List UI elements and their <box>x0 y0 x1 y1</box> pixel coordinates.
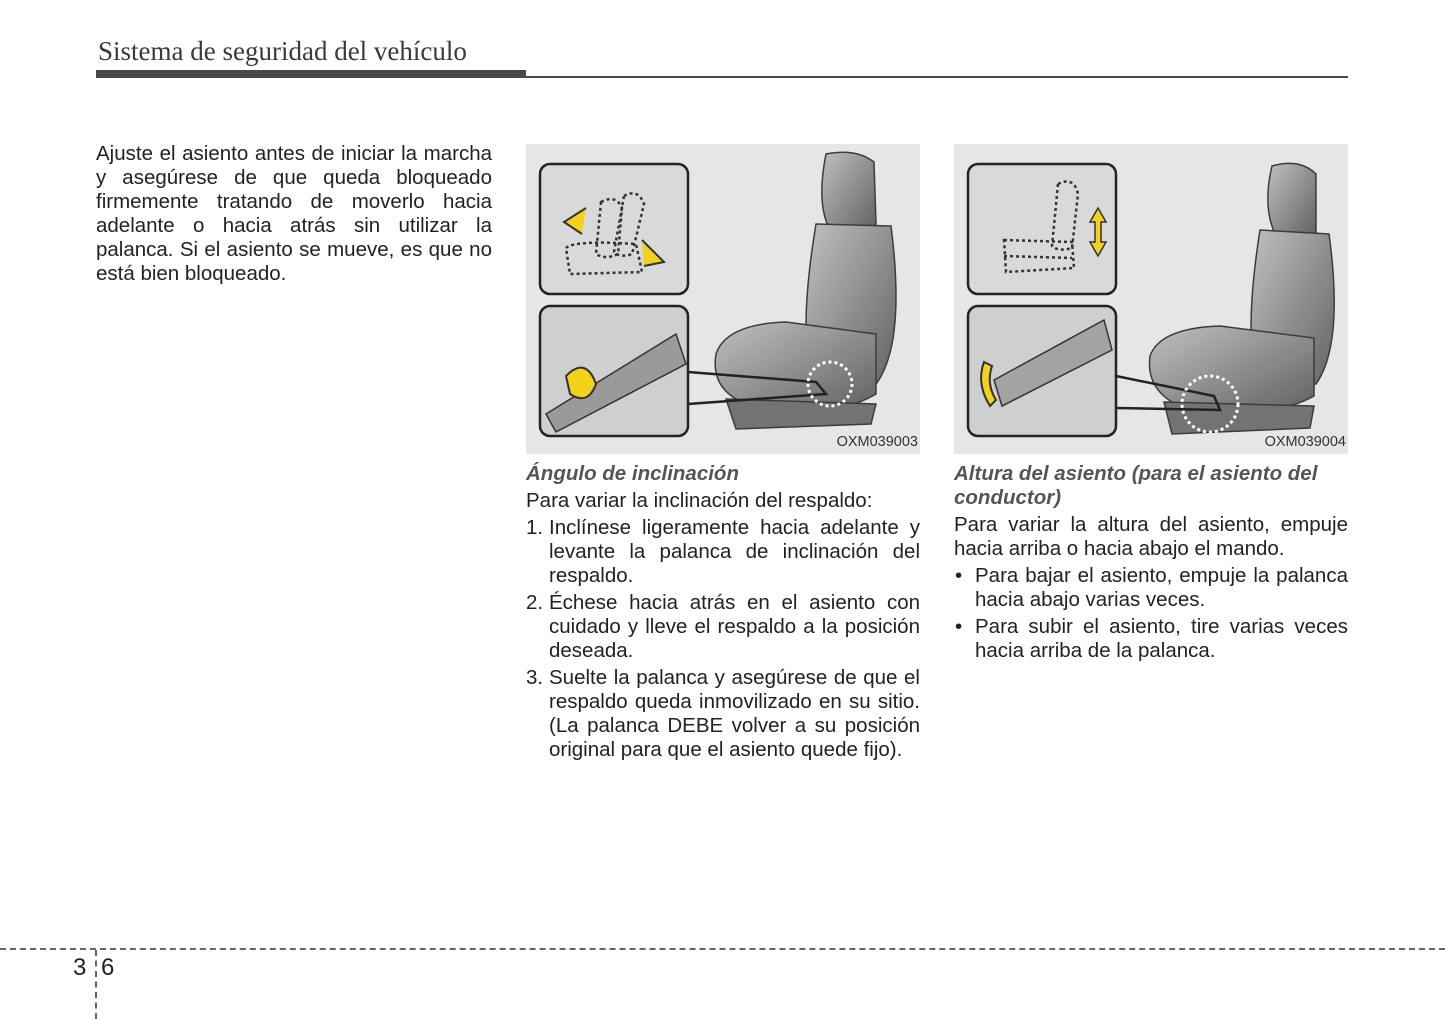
recline-steps <box>526 516 920 762</box>
height-bullet: • Para bajar el asiento, empuje la palanca hacia abajo varias veces. <box>954 564 1348 612</box>
height-section <box>954 462 1348 666</box>
header-rule-thin <box>526 76 1348 78</box>
recline-illustration <box>526 144 920 454</box>
recline-step <box>526 591 920 663</box>
recline-heading: Ángulo de inclinación <box>526 462 739 485</box>
step-number: 1. <box>526 516 544 539</box>
footer-dashed-divider <box>95 950 97 1019</box>
height-bullets <box>954 564 1348 663</box>
footer-dashed-rule <box>0 948 1445 950</box>
recline-intro: Para variar la inclinación del respaldo: <box>526 489 873 512</box>
height-heading: Altura del asiento (para el asiento del conductor) <box>954 462 1318 509</box>
figure-code: OXM039004 <box>1264 434 1346 450</box>
height-illustration <box>954 144 1348 454</box>
header-rule-thick <box>96 70 526 78</box>
figure-height <box>954 144 1348 454</box>
seat-drawing <box>1149 163 1334 434</box>
intro-paragraph: Ajuste el asiento antes de iniciar la marcha y asegúrese de que queda bloqueado firmemente tratando de moverlo hacia adelante o hacia atrás sin utilizar la palanca. Si el asiento se mueve, es que no está bien bloqueado. <box>96 142 492 285</box>
recline-step <box>526 666 920 762</box>
page-header-title: Sistema de seguridad del vehículo <box>98 36 467 66</box>
height-bullet: • Para subir el asiento, tire varias veces hacia arriba de la palanca. <box>954 615 1348 663</box>
step-number: 2. <box>526 591 544 614</box>
step-text: Échese hacia atrás en el asiento con cuidado y lleve el respaldo a la posición deseada. <box>549 591 920 662</box>
figure-code: OXM039003 <box>836 434 918 450</box>
height-intro: Para variar la altura del asiento, empuje hacia arriba o hacia abajo el mando. <box>954 513 1348 560</box>
step-text: Inclínese ligeramente hacia adelante y levante la palanca de inclinación del respaldo. <box>549 516 920 587</box>
step-number: 3. <box>526 666 544 689</box>
seat-drawing <box>715 152 896 429</box>
recline-step <box>526 516 920 588</box>
figure-recline <box>526 144 920 454</box>
page-section-number: 3 <box>73 954 87 981</box>
step-text: Suelte la palanca y asegúrese de que el respaldo queda inmovilizado en su sitio. (La palanca DEBE volver a su posición original para que el asiento quede fijo). <box>549 666 920 761</box>
page-number: 6 <box>101 954 115 981</box>
recline-section <box>526 462 920 765</box>
